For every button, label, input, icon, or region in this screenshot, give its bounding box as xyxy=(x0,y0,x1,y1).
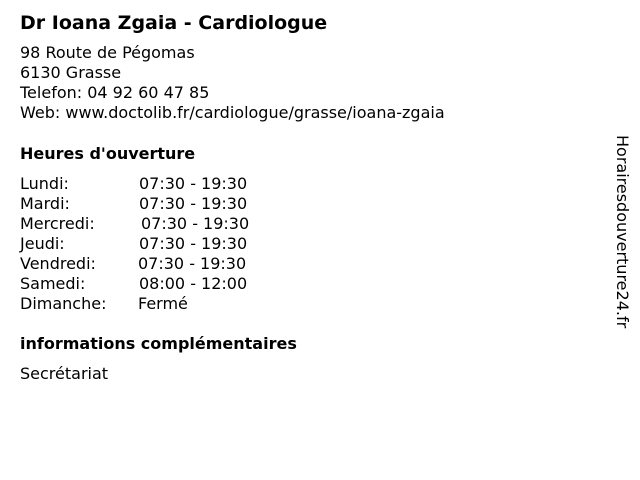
time-range: Fermé xyxy=(138,294,188,313)
additional-info-value: Secrétariat xyxy=(20,364,109,383)
day-label: Dimanche: xyxy=(20,294,107,313)
day-label: Lundi: xyxy=(20,174,69,193)
time-range: 07:30 - 19:30 xyxy=(139,174,248,193)
street-address: 98 Route de Pégomas xyxy=(20,43,195,62)
additional-info-heading: informations complémentaires xyxy=(20,334,297,353)
time-range: 07:30 - 19:30 xyxy=(138,254,247,273)
day-label: Mercredi: xyxy=(20,214,95,233)
address-block xyxy=(20,43,445,123)
day-label: Samedi: xyxy=(20,274,86,293)
website-link[interactable]: Web: www.doctolib.fr/cardiologue/grasse/ioana-zgaia xyxy=(20,103,445,122)
city-postcode: 6130 Grasse xyxy=(20,63,122,82)
site-watermark xyxy=(612,135,632,345)
day-label: Jeudi: xyxy=(20,234,65,253)
time-range: 07:30 - 19:30 xyxy=(141,214,250,233)
time-range: 08:00 - 12:00 xyxy=(139,274,248,293)
watermark-text: Horairesdouverture24.fr xyxy=(613,135,632,329)
time-range: 07:30 - 19:30 xyxy=(139,194,248,213)
time-range: 07:30 - 19:30 xyxy=(139,234,248,253)
opening-hours-heading: Heures d'ouverture xyxy=(20,144,196,163)
phone-number: Telefon: 04 92 60 47 85 xyxy=(20,83,210,102)
day-label: Mardi: xyxy=(20,194,70,213)
page-title: Dr Ioana Zgaia - Cardiologue xyxy=(20,12,328,34)
day-label: Vendredi: xyxy=(20,254,96,273)
